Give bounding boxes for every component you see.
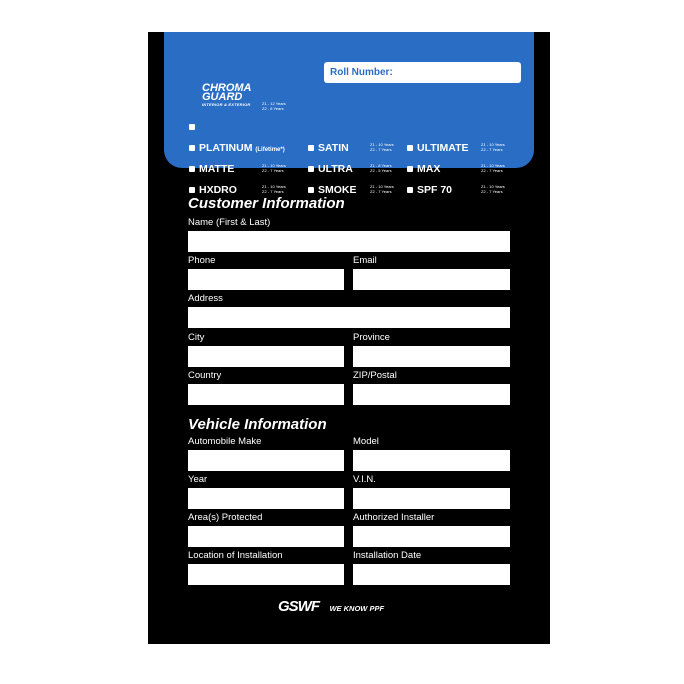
chromaguard-logo bbox=[192, 84, 252, 107]
ultra-checkbox[interactable] bbox=[308, 166, 314, 172]
customer-info-heading: Customer Information bbox=[188, 195, 345, 212]
product-matte: MATTE bbox=[199, 163, 235, 175]
ultimate-checkbox[interactable] bbox=[407, 145, 413, 151]
location-field[interactable] bbox=[188, 564, 344, 585]
date-field[interactable] bbox=[353, 564, 510, 585]
areas-field[interactable] bbox=[188, 526, 344, 547]
gswf-mark: GSWF bbox=[278, 598, 319, 615]
product-platinum bbox=[199, 142, 285, 156]
product-max: MAX bbox=[417, 163, 441, 175]
country-label: Country bbox=[188, 370, 222, 381]
vin-label: V.I.N. bbox=[353, 474, 376, 485]
chromaguard-checkbox[interactable] bbox=[189, 124, 195, 130]
chromaguard-years: Z1 - 12 Years Z2 - 8 Years bbox=[262, 101, 286, 111]
header-strip bbox=[164, 32, 534, 47]
name-field[interactable] bbox=[188, 231, 510, 252]
product-ultimate: ULTIMATE bbox=[417, 142, 469, 154]
product-note: (Lifetime*) bbox=[255, 147, 285, 153]
gswf-logo bbox=[278, 598, 384, 616]
phone-label: Phone bbox=[188, 255, 216, 266]
vehicle-info-heading: Vehicle Information bbox=[188, 416, 327, 433]
ultra-years: Z1 - 8 Years Z2 - 5 Years bbox=[370, 163, 392, 173]
brand-subtitle: INTERIOR & EXTERIOR bbox=[202, 102, 251, 107]
email-field[interactable] bbox=[353, 269, 510, 290]
name-label: Name (First & Last) bbox=[188, 217, 271, 228]
spf70-years: Z1 - 10 Years Z2 - 7 Years bbox=[481, 184, 505, 194]
make-label: Automobile Make bbox=[188, 436, 262, 447]
product-panel bbox=[164, 46, 534, 196]
product-name: PLATINUM bbox=[199, 142, 253, 154]
city-label: City bbox=[188, 332, 205, 343]
model-label: Model bbox=[353, 436, 379, 447]
product-hxdro: HXDRO bbox=[199, 184, 237, 196]
max-years: Z1 - 10 Years Z2 - 7 Years bbox=[481, 163, 505, 173]
location-label: Location of Installation bbox=[188, 550, 283, 561]
matte-years: Z1 - 10 Years Z2 - 7 Years bbox=[262, 163, 286, 173]
product-satin: SATIN bbox=[318, 142, 349, 154]
address-label: Address bbox=[188, 293, 223, 304]
zip-field[interactable] bbox=[353, 384, 510, 405]
product-ultra: ULTRA bbox=[318, 163, 353, 175]
product-spf70: SPF 70 bbox=[417, 184, 453, 196]
province-label: Province bbox=[353, 332, 390, 343]
hxdro-checkbox[interactable] bbox=[189, 187, 195, 193]
email-label: Email bbox=[353, 255, 377, 266]
product-smoke: SMOKE bbox=[318, 184, 357, 196]
roll-number-field[interactable] bbox=[324, 62, 521, 83]
max-checkbox[interactable] bbox=[407, 166, 413, 172]
year-label: Year bbox=[188, 474, 208, 485]
spf70-checkbox[interactable] bbox=[407, 187, 413, 193]
warranty-card bbox=[148, 32, 550, 644]
country-field[interactable] bbox=[188, 384, 344, 405]
zip-label: ZIP/Postal bbox=[353, 370, 397, 381]
tagline: WE KNOW PPF bbox=[329, 604, 385, 613]
model-field[interactable] bbox=[353, 450, 510, 471]
brand-name-2: GUARD bbox=[202, 91, 243, 103]
ultimate-years: Z1 - 10 Years Z2 - 7 Years bbox=[481, 142, 505, 152]
smoke-checkbox[interactable] bbox=[308, 187, 314, 193]
brand-name: CHROMA bbox=[202, 82, 252, 94]
platinum-checkbox[interactable] bbox=[189, 145, 195, 151]
date-label: Installation Date bbox=[353, 550, 422, 561]
installer-label: Authorized Installer bbox=[353, 512, 435, 523]
hxdro-years: Z1 - 10 Years Z2 - 7 Years bbox=[262, 184, 286, 194]
satin-checkbox[interactable] bbox=[308, 145, 314, 151]
roll-number-label: Roll Number: bbox=[330, 67, 393, 78]
make-field[interactable] bbox=[188, 450, 344, 471]
year-field[interactable] bbox=[188, 488, 344, 509]
matte-checkbox[interactable] bbox=[189, 166, 195, 172]
city-field[interactable] bbox=[188, 346, 344, 367]
province-field[interactable] bbox=[353, 346, 510, 367]
installer-field[interactable] bbox=[353, 526, 510, 547]
satin-years: Z1 - 10 Years Z2 - 7 Years bbox=[370, 142, 394, 152]
address-field[interactable] bbox=[188, 307, 510, 328]
areas-label: Area(s) Protected bbox=[188, 512, 263, 523]
smoke-years: Z1 - 10 Years Z2 - 7 Years bbox=[370, 184, 394, 194]
phone-field[interactable] bbox=[188, 269, 344, 290]
vin-field[interactable] bbox=[353, 488, 510, 509]
